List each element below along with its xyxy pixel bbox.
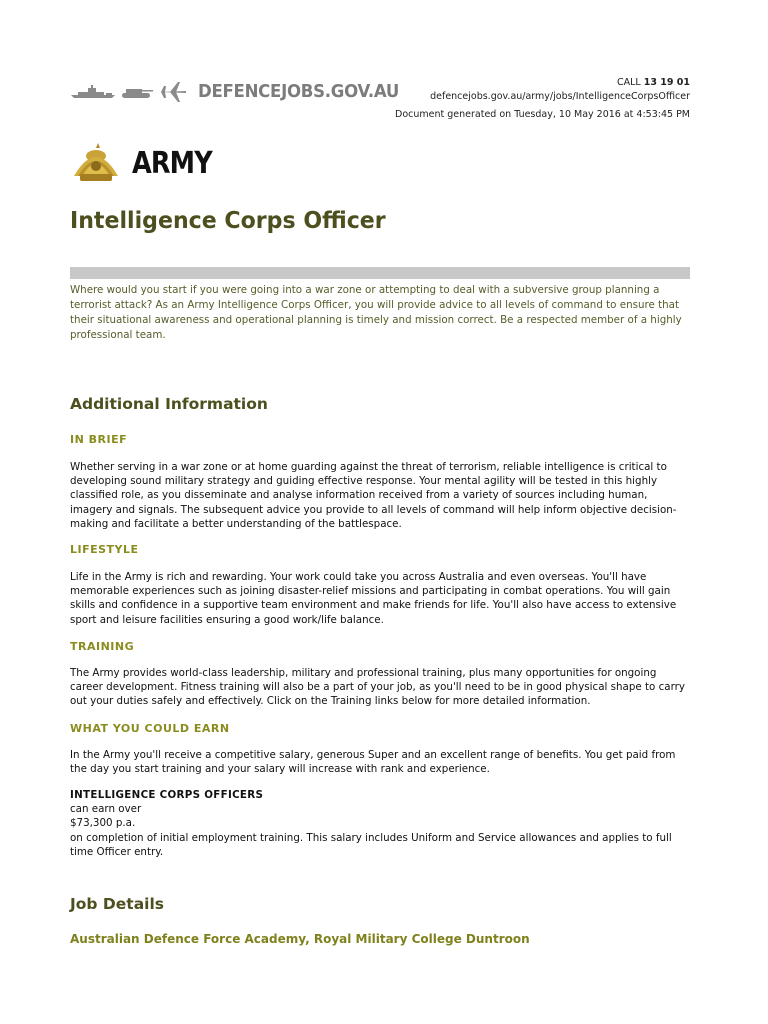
ship-icon <box>70 84 116 100</box>
fleet-graphic <box>70 80 188 104</box>
intro-paragraph: Where would you start if you were going into a war zone or attempting to deal with a subversive group planning a terrorist attack? As an Army Intelligence Corps Officer, you will provide advice to all levels of command to ensure that their situational awareness and operational planning is timely and mission correct. Be a respected member of a highly professional team. <box>70 284 682 341</box>
call-number[interactable]: 13 19 01 <box>643 77 690 88</box>
earn-text: In the Army you'll receive a competitive salary, generous Super and an excellent range of benefits. You get paid from the day you start training and your salary will increase with rank and experience. <box>70 749 676 776</box>
job-location: Australian Defence Force Academy, Royal Military College Duntroon <box>70 932 530 946</box>
salary-note: on completion of initial employment training. This salary includes Uniform and Service allowances and applies to full time Officer entry. <box>70 831 672 858</box>
contact-info <box>430 76 690 104</box>
army-logo <box>70 142 226 184</box>
army-wordmark: ARMY <box>132 145 212 181</box>
site-header <box>70 78 690 110</box>
page-title: Intelligence Corps Officer <box>70 208 386 234</box>
document-generated: Document generated on Tuesday, 10 May 2016 at 4:53:45 PM <box>395 109 690 120</box>
in-brief-text: Whether serving in a war zone or at home guarding against the threat of terrorism, reliable intelligence is critical to developing sound military strategy and guiding effective response. Your mental agility will be tested in this highly classified role, as you disseminate and analyse information received from a variety of sources including human, imagery and signals. The subsequent advice you provide to all levels of command will help inform objective decision-making and facilitate a better understanding of the battlespace. <box>70 461 677 530</box>
army-badge-icon <box>70 142 122 184</box>
page-url[interactable]: defencejobs.gov.au/army/jobs/IntelligenceCorpsOfficer <box>430 91 690 102</box>
tank-icon <box>120 84 154 100</box>
lifestyle-heading: LIFESTYLE <box>70 543 139 556</box>
salary-amount: $73,300 p.a. <box>70 817 136 830</box>
site-brand[interactable]: DEFENCEJOBS.GOV.AU <box>198 81 400 102</box>
in-brief-heading: IN BRIEF <box>70 433 128 446</box>
title-divider <box>70 267 690 279</box>
jet-icon <box>158 80 188 104</box>
call-prefix: CALL <box>616 77 644 88</box>
earn-heading: WHAT YOU COULD EARN <box>70 722 230 735</box>
salary-can-earn: can earn over <box>70 803 142 816</box>
additional-information-heading: Additional Information <box>70 395 268 413</box>
lifestyle-text: Life in the Army is rich and rewarding. Your work could take you across Australia and even overseas. You'll have memorable experiences such as joining disaster-relief missions and participating in combat operations. You will gain skills and confidence in a supportive team environment and make friends for life. You'll also have access to extensive sport and leisure facilities ensuring a good work/life balance. <box>70 571 677 626</box>
training-text: The Army provides world-class leadership, military and professional training, plus many opportunities for ongoing career development. Fitness training will also be a part of your job, as you'll need to be in good physical shape to carry out your duties safely and effectively. Click on the Training links below for more detailed information. <box>70 667 685 708</box>
salary-block <box>70 788 690 859</box>
job-details-heading: Job Details <box>70 895 165 913</box>
salary-label: INTELLIGENCE CORPS OFFICERS <box>70 789 264 801</box>
training-heading: TRAINING <box>70 640 135 653</box>
